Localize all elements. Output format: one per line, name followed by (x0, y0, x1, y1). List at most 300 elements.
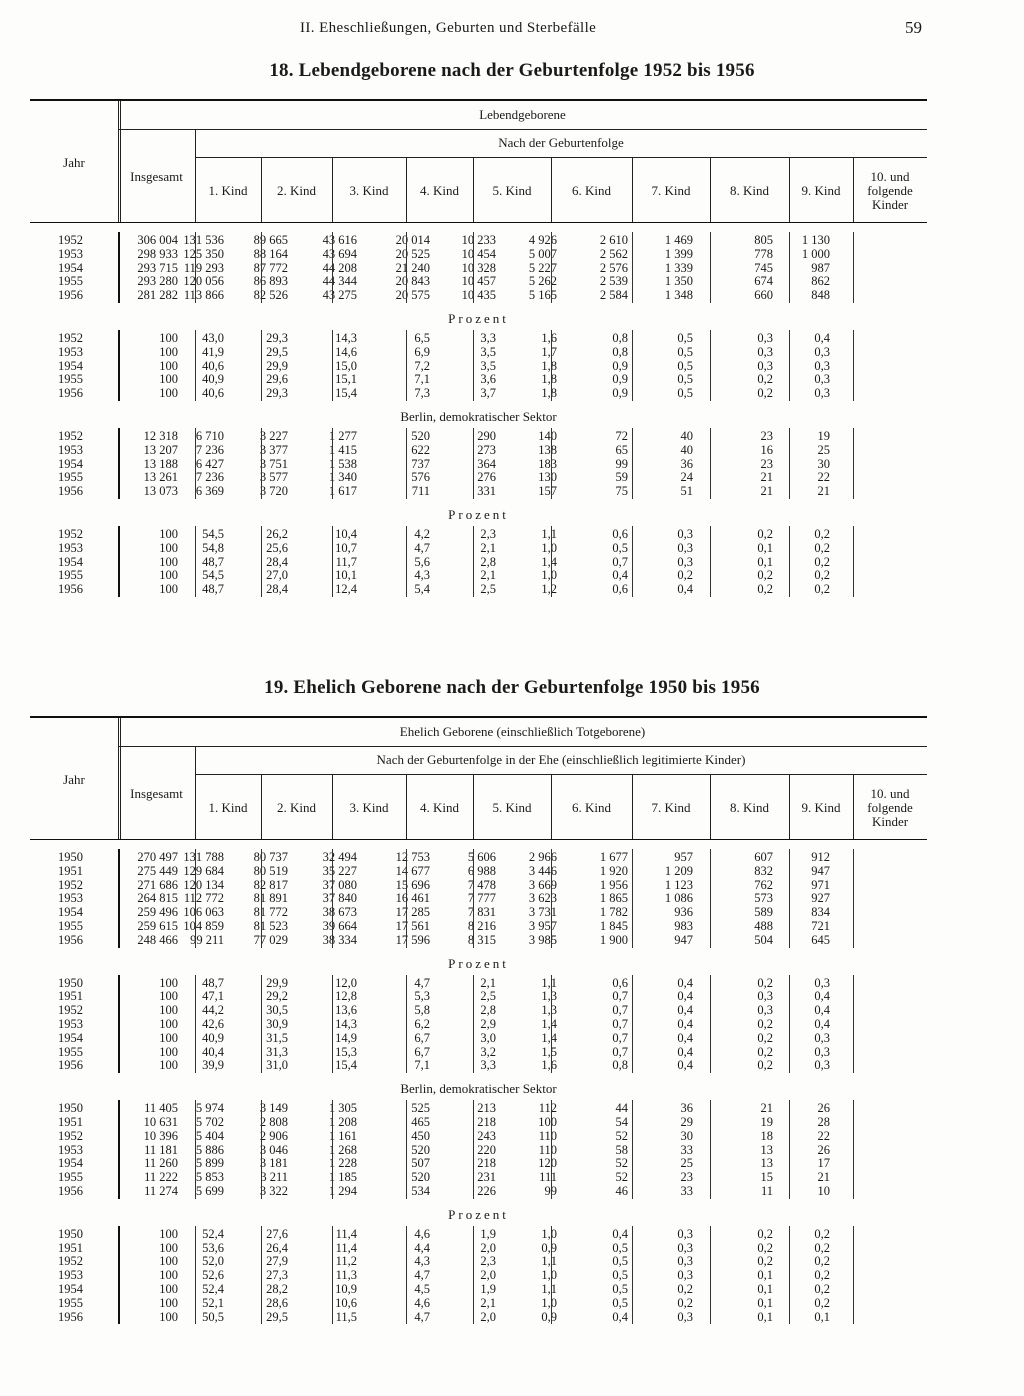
table-row (30, 288, 927, 302)
cell-value: 7 831 (467, 905, 496, 920)
header-col-1: 1. Kind (208, 800, 248, 815)
cell-value: 1 956 (599, 877, 628, 892)
cell-value: 2 584 (599, 288, 628, 303)
cell-value: 465 (411, 1115, 430, 1129)
cell-value: 10,4 (335, 527, 357, 541)
cell-value: 2,0 (480, 1309, 496, 1324)
cell-value: 29,9 (266, 975, 288, 990)
cell-value: 0,8 (612, 344, 628, 359)
header-col-3: 3. Kind (349, 183, 389, 198)
cell-value: 8 216 (467, 919, 496, 933)
cell-value: 1 399 (664, 246, 693, 261)
cell-value: 183 (538, 456, 557, 471)
cell-value: 72 (615, 429, 628, 443)
cell-value: 40,9 (202, 372, 224, 387)
cell-year: 1956 (58, 1184, 83, 1198)
cell-value: 21 (817, 1170, 830, 1185)
cell-value: 23 (760, 456, 773, 471)
cell-year: 1950 (58, 1101, 83, 1116)
cell-value: 0,1 (757, 1268, 773, 1283)
cell-value: 3,2 (480, 1044, 496, 1059)
cell-value: 43,0 (202, 331, 224, 345)
column-rule (406, 330, 407, 401)
cell-value: 832 (754, 863, 773, 878)
cell-value: 0,1 (757, 1282, 773, 1296)
cell-value: 0,2 (814, 1268, 830, 1283)
cell-value: 3 211 (260, 1170, 288, 1185)
column-rule (332, 526, 333, 597)
cell-value: 11,3 (335, 1268, 357, 1283)
cell-value: 7,3 (414, 386, 430, 401)
cell-value: 1,8 (541, 358, 557, 373)
cell-value: 1,9 (480, 1282, 496, 1296)
column-rule (789, 849, 790, 948)
cell-value: 10 233 (461, 233, 496, 247)
cell-value: 29,5 (266, 344, 288, 359)
cell-value: 504 (754, 932, 773, 947)
cell-value: 15 696 (395, 877, 430, 892)
cell-value: 87 772 (253, 260, 288, 275)
cell-value: 0,9 (612, 372, 628, 387)
cell-value: 4,3 (414, 1254, 430, 1269)
table-row (30, 429, 927, 443)
cell-value: 0,4 (814, 989, 830, 1004)
cell-value: 5 899 (195, 1156, 224, 1171)
cell-value: 0,2 (757, 1240, 773, 1255)
cell-value: 6,5 (414, 331, 430, 345)
cell-value: 5 702 (195, 1115, 224, 1129)
cell-value: 1,2 (541, 582, 557, 597)
cell-value: 27,6 (266, 1226, 288, 1241)
cell-value: 1,1 (541, 1282, 557, 1296)
cell-value: 8 315 (467, 932, 496, 947)
header-rule (632, 774, 633, 839)
table-row (30, 905, 927, 919)
cell-value: 20 575 (395, 288, 430, 303)
cell-value: 0,2 (814, 568, 830, 583)
cell-value: 721 (811, 919, 830, 933)
cell-value: 7 236 (195, 442, 224, 457)
cell-value: 0,3 (814, 372, 830, 387)
cell-value: 1,0 (541, 1295, 557, 1310)
table-row (30, 891, 927, 905)
cell-value: 1 677 (599, 850, 628, 864)
cell-value: 10,6 (335, 1295, 357, 1310)
column-rule (710, 232, 711, 303)
cell-value: 80 737 (253, 850, 288, 864)
cell-value: 0,3 (814, 344, 830, 359)
cell-value: 0,5 (677, 344, 693, 359)
cell-value: 100 (159, 1240, 178, 1255)
cell-value: 31,0 (266, 1058, 288, 1073)
cell-year: 1953 (58, 246, 83, 261)
cell-value: 12,4 (335, 582, 357, 597)
cell-value: 17 (817, 1156, 830, 1171)
cell-year: 1956 (58, 386, 83, 401)
cell-value: 100 (159, 527, 178, 541)
table-row (30, 470, 927, 484)
cell-value: 32 494 (322, 850, 357, 864)
cell-value: 573 (754, 891, 773, 906)
column-rule (261, 975, 262, 1074)
column-rule (195, 849, 196, 948)
cell-value: 275 449 (137, 863, 178, 878)
cell-value: 81 523 (253, 919, 288, 933)
cell-value: 2 808 (259, 1115, 288, 1129)
header-sub: Nach der Geburtenfolge (498, 135, 624, 150)
cell-value: 10 328 (461, 260, 496, 275)
cell-value: 21 (760, 484, 773, 499)
cell-value: 281 282 (137, 288, 178, 303)
cell-value: 2 906 (259, 1128, 288, 1143)
header-col-10-plus (853, 774, 927, 842)
column-rule (789, 1226, 790, 1325)
cell-value: 2,1 (480, 568, 496, 583)
cell-value: 1 161 (328, 1128, 357, 1143)
column-rule (632, 526, 633, 597)
cell-value: 26,4 (266, 1240, 288, 1255)
cell-value: 5,4 (414, 582, 430, 597)
cell-value: 1 340 (328, 470, 357, 485)
cell-value: 1 086 (664, 891, 693, 906)
table-row (30, 1184, 927, 1198)
cell-year: 1955 (58, 1170, 83, 1185)
cell-value: 10 454 (461, 246, 496, 261)
cell-value: 248 466 (137, 932, 178, 947)
cell-value: 0,2 (814, 540, 830, 555)
cell-value: 0,5 (612, 1254, 628, 1269)
cell-value: 1 469 (664, 233, 693, 247)
column-rule (551, 1100, 552, 1199)
cell-value: 3 227 (259, 429, 288, 443)
cell-value: 0,2 (814, 1240, 830, 1255)
cell-value: 48,7 (202, 975, 224, 990)
cell-value: 306 004 (137, 233, 178, 247)
cell-value: 5 007 (528, 246, 557, 261)
cell-value: 15,4 (335, 386, 357, 401)
cell-value: 3,5 (480, 344, 496, 359)
cell-value: 1,0 (541, 568, 557, 583)
cell-value: 104 859 (183, 919, 224, 933)
cell-value: 3 957 (528, 919, 557, 933)
table-row (30, 1045, 927, 1059)
cell-value: 6 427 (195, 456, 224, 471)
cell-value: 17 285 (395, 905, 430, 920)
table-row (30, 1254, 927, 1268)
cell-value: 11 222 (144, 1170, 178, 1185)
cell-value: 100 (159, 1030, 178, 1045)
cell-value: 1 277 (328, 429, 357, 443)
cell-value: 0,4 (677, 1058, 693, 1073)
column-rule (710, 1100, 711, 1199)
column-rule (473, 849, 474, 948)
section-label: Berlin, demokratischer Sektor (400, 1081, 557, 1097)
column-rule (406, 1226, 407, 1325)
cell-value: 10 396 (143, 1128, 178, 1143)
cell-value: 520 (411, 429, 430, 443)
column-rule (195, 232, 196, 303)
cell-value: 3 046 (259, 1142, 288, 1157)
cell-value: 259 496 (137, 905, 178, 920)
cell-value: 5 974 (195, 1101, 224, 1116)
cell-value: 6,2 (414, 1017, 430, 1031)
cell-value: 18 (760, 1128, 773, 1143)
cell-year: 1955 (58, 1044, 83, 1059)
cell-value: 3,0 (480, 1030, 496, 1045)
column-rule (332, 975, 333, 1074)
cell-value: 100 (159, 372, 178, 387)
cell-value: 1,4 (541, 1017, 557, 1031)
column-rule (853, 1226, 854, 1325)
cell-value: 2,3 (480, 527, 496, 541)
cell-value: 2 966 (528, 850, 557, 864)
cell-value: 0,3 (677, 1226, 693, 1241)
cell-value: 1,9 (480, 1226, 496, 1241)
cell-year: 1956 (58, 932, 83, 947)
cell-value: 100 (159, 975, 178, 990)
cell-value: 6,7 (414, 1030, 430, 1045)
cell-value: 607 (754, 850, 773, 864)
cell-value: 936 (674, 905, 693, 920)
cell-value: 1 000 (801, 246, 830, 261)
cell-value: 52,0 (202, 1254, 224, 1269)
cell-value: 1 415 (328, 442, 357, 457)
cell-value: 6 710 (195, 429, 224, 443)
header-rule (118, 129, 927, 130)
cell-value: 2 539 (599, 274, 628, 289)
cell-value: 29,5 (266, 1309, 288, 1324)
cell-year: 1954 (58, 554, 83, 569)
cell-value: 2 562 (599, 246, 628, 261)
cell-value: 7,1 (414, 1058, 430, 1073)
cell-value: 0,7 (612, 1030, 628, 1045)
table-row (30, 443, 927, 457)
cell-value: 37 080 (322, 877, 357, 892)
table-row (30, 1058, 927, 1072)
cell-value: 4,7 (414, 1309, 430, 1324)
cell-value: 3 446 (528, 863, 557, 878)
cell-value: 40,6 (202, 358, 224, 373)
table-row (30, 541, 927, 555)
cell-value: 13,6 (335, 1003, 357, 1018)
cell-value: 6,9 (414, 344, 430, 359)
cell-value: 0,1 (757, 554, 773, 569)
cell-value: 264 815 (137, 891, 178, 906)
cell-value: 293 715 (137, 260, 178, 275)
table-row (30, 582, 927, 596)
cell-value: 26 (817, 1101, 830, 1116)
column-rule (710, 526, 711, 597)
cell-value: 0,7 (612, 1044, 628, 1059)
table-row (30, 247, 927, 261)
cell-value: 54,5 (202, 568, 224, 583)
table-row (30, 372, 927, 386)
cell-value: 0,3 (757, 344, 773, 359)
column-rule (473, 428, 474, 499)
header-col-2: 2. Kind (277, 183, 316, 198)
cell-value: 12 318 (143, 429, 178, 443)
cell-value: 0,3 (677, 554, 693, 569)
cell-value: 0,4 (677, 1030, 693, 1045)
cell-value: 40,6 (202, 386, 224, 401)
cell-value: 28,4 (266, 554, 288, 569)
header-rule (118, 718, 121, 839)
cell-year: 1952 (58, 1254, 83, 1269)
cell-value: 46 (615, 1184, 628, 1198)
cell-value: 1,6 (541, 331, 557, 345)
cell-value: 0,9 (612, 386, 628, 401)
cell-value: 273 (477, 442, 496, 457)
cell-value: 622 (411, 442, 430, 457)
cell-value: 0,2 (814, 1295, 830, 1310)
cell-value: 0,3 (677, 1254, 693, 1269)
cell-value: 100 (159, 1226, 178, 1241)
section-label: Prozent (448, 955, 509, 971)
cell-value: 660 (754, 288, 773, 303)
cell-value: 4,6 (414, 1295, 430, 1310)
cell-value: 2,8 (480, 1003, 496, 1018)
cell-year: 1956 (58, 484, 83, 499)
cell-value: 2,5 (480, 989, 496, 1004)
column-rule (332, 232, 333, 303)
cell-value: 1,6 (541, 1058, 557, 1073)
cell-value: 0,5 (612, 1295, 628, 1310)
cell-value: 0,4 (612, 568, 628, 583)
cell-value: 0,2 (677, 1282, 693, 1296)
header-col-10-line: folgende (867, 800, 913, 815)
cell-value: 0,3 (677, 1309, 693, 1324)
cell-value: 12,8 (335, 989, 357, 1004)
cell-value: 24 (680, 470, 693, 485)
cell-value: 52,4 (202, 1282, 224, 1296)
table-row (30, 989, 927, 1003)
cell-value: 2,3 (480, 1254, 496, 1269)
cell-value: 5 165 (528, 288, 557, 303)
cell-value: 0,1 (814, 1309, 830, 1324)
cell-value: 0,2 (757, 386, 773, 401)
column-rule (473, 330, 474, 401)
cell-value: 762 (754, 877, 773, 892)
column-rule (473, 975, 474, 1074)
cell-value: 111 (539, 1170, 557, 1185)
cell-value: 0,2 (757, 1030, 773, 1045)
cell-value: 1,8 (541, 372, 557, 387)
cell-value: 0,3 (757, 331, 773, 345)
cell-value: 29,2 (266, 989, 288, 1004)
cell-value: 100 (159, 1044, 178, 1059)
cell-value: 7 478 (467, 877, 496, 892)
cell-value: 22 (817, 1128, 830, 1143)
cell-value: 36 (680, 1101, 693, 1116)
cell-value: 1 123 (664, 877, 693, 892)
column-rule (118, 428, 120, 499)
cell-year: 1954 (58, 1282, 83, 1296)
cell-value: 10,9 (335, 1282, 357, 1296)
cell-value: 65 (615, 442, 628, 457)
cell-value: 28 (817, 1115, 830, 1129)
cell-value: 0,2 (757, 582, 773, 597)
column-rule (853, 428, 854, 499)
cell-value: 14,3 (335, 331, 357, 345)
cell-value: 11,4 (335, 1240, 357, 1255)
table-header (30, 99, 927, 223)
cell-value: 33 (680, 1142, 693, 1157)
table-row (30, 274, 927, 288)
cell-value: 7 236 (195, 470, 224, 485)
cell-value: 6 369 (195, 484, 224, 499)
cell-value: 0,4 (814, 331, 830, 345)
cell-value: 0,4 (677, 582, 693, 597)
cell-value: 947 (811, 863, 830, 878)
header-col-7: 7. Kind (651, 800, 691, 815)
cell-value: 28,6 (266, 1295, 288, 1310)
cell-value: 38 673 (322, 905, 357, 920)
cell-value: 100 (159, 1017, 178, 1031)
cell-value: 54,5 (202, 527, 224, 541)
header-rule (332, 157, 333, 222)
header-col-4: 4. Kind (420, 183, 459, 198)
cell-value: 331 (477, 484, 496, 499)
cell-value: 41,9 (202, 344, 224, 359)
cell-value: 213 (477, 1101, 496, 1116)
cell-value: 11 274 (144, 1184, 178, 1198)
cell-value: 110 (538, 1142, 557, 1157)
cell-value: 11,4 (335, 1226, 357, 1241)
column-rule (332, 428, 333, 499)
cell-value: 3 751 (259, 456, 288, 471)
cell-value: 86 893 (253, 274, 288, 289)
cell-year: 1951 (58, 863, 83, 878)
cell-value: 862 (811, 274, 830, 289)
cell-value: 5,3 (414, 989, 430, 1004)
cell-value: 0,2 (814, 1226, 830, 1241)
cell-value: 5 886 (195, 1142, 224, 1157)
cell-value: 31,3 (266, 1044, 288, 1059)
cell-value: 16 (760, 442, 773, 457)
cell-value: 4 926 (528, 233, 557, 247)
header-rule (853, 774, 854, 839)
table-row (30, 1031, 927, 1045)
cell-value: 0,3 (677, 1240, 693, 1255)
cell-value: 81 772 (253, 905, 288, 920)
cell-value: 47,1 (202, 989, 224, 1004)
cell-value: 450 (411, 1128, 430, 1143)
cell-value: 26 (817, 1142, 830, 1157)
cell-value: 290 (477, 429, 496, 443)
column-rule (853, 232, 854, 303)
cell-value: 30,5 (266, 1003, 288, 1018)
cell-year: 1950 (58, 975, 83, 990)
column-rule (195, 975, 196, 1074)
cell-value: 13 261 (143, 470, 178, 485)
column-rule (551, 1226, 552, 1325)
cell-value: 25 (817, 442, 830, 457)
cell-year: 1954 (58, 456, 83, 471)
cell-value: 48,7 (202, 554, 224, 569)
cell-value: 0,3 (677, 1268, 693, 1283)
table-row (30, 1241, 927, 1255)
cell-value: 27,9 (266, 1254, 288, 1269)
cell-value: 54 (615, 1115, 628, 1129)
cell-value: 1 845 (599, 919, 628, 933)
cell-value: 0,2 (814, 527, 830, 541)
cell-value: 26,2 (266, 527, 288, 541)
cell-value: 15,1 (335, 372, 357, 387)
cell-value: 0,5 (612, 1240, 628, 1255)
header-col-5: 5. Kind (492, 183, 532, 198)
cell-value: 0,5 (677, 386, 693, 401)
column-rule (261, 428, 262, 499)
